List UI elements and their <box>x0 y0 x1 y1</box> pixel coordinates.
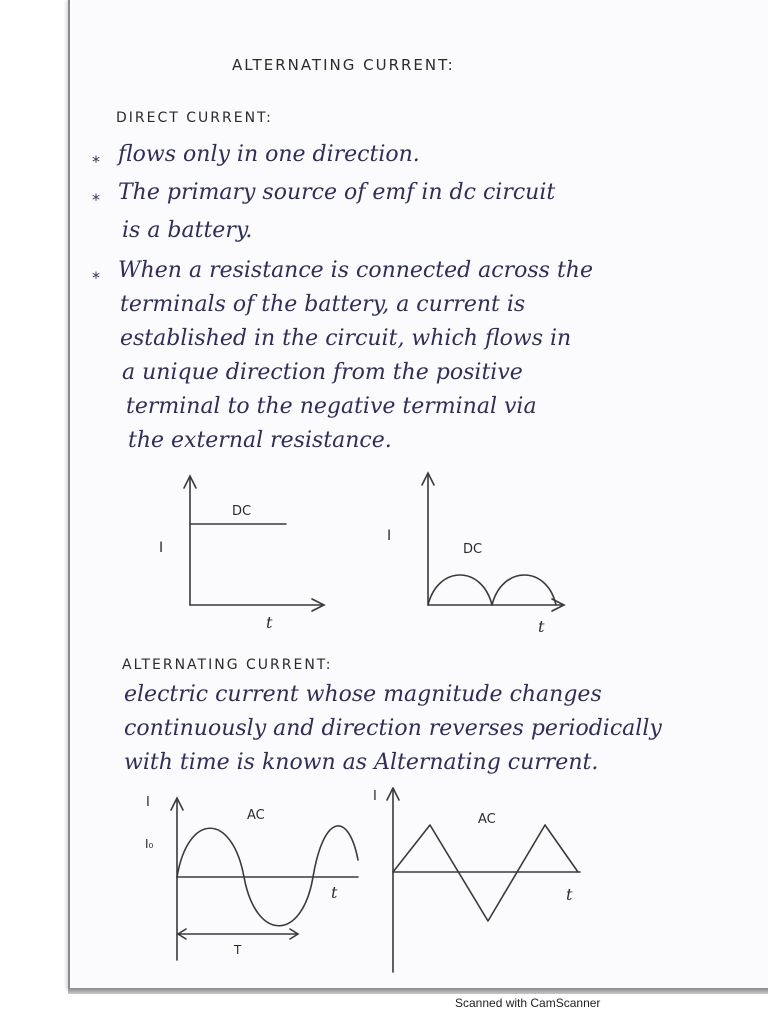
dc-pulse-curve-label: DC <box>463 542 483 557</box>
bullet-3-line-1: When a resistance is connected across the <box>118 258 593 283</box>
bullet-3-line-2: terminals of the battery, a current is <box>120 292 526 317</box>
bullet-2-line-2: is a battery. <box>122 218 253 243</box>
dc-flat-y-label: I <box>159 540 164 556</box>
page-bottom-edge <box>68 988 768 994</box>
ac-sine-peak-label: I₀ <box>145 837 154 851</box>
bullet-1-line-1: flows only in one direction. <box>118 142 420 167</box>
ac-definition-line-2: continuously and direction reverses periodically <box>124 716 662 741</box>
ac-tri-x-label: t <box>566 885 573 904</box>
bullet-3-line-4: a unique direction from the positive <box>122 360 523 385</box>
dc-flat-x-label: t <box>266 613 273 632</box>
bullet-3-line-3: established in the circuit, which flows in <box>120 326 572 351</box>
dc-flat-curve-label: DC <box>232 504 252 519</box>
bullet-2-line-1: The primary source of emf in dc circuit <box>118 180 556 205</box>
ac-sine-y-label: I <box>146 795 150 810</box>
ac-sine-x-label: t <box>331 883 338 902</box>
bullet-marker-1: * <box>92 152 100 171</box>
page-title: ALTERNATING CURRENT: <box>232 56 455 74</box>
bullet-3-line-6: the external resistance. <box>128 428 392 453</box>
ac-sine-period-label: T <box>234 943 242 957</box>
ac-definition-line-3: with time is known as Alternating current. <box>124 750 599 775</box>
ac-definition-line-1: electric current whose magnitude changes <box>124 682 602 707</box>
dc-pulse-y-label: I <box>387 528 392 544</box>
ac-tri-curve-label: AC <box>478 812 496 827</box>
ac-tri-y-label: I <box>373 789 377 804</box>
ac-sine-curve-label: AC <box>247 808 265 823</box>
bullet-marker-2: * <box>92 190 100 209</box>
bullet-marker-3: * <box>92 268 100 287</box>
bullet-3-line-5: terminal to the negative terminal via <box>126 394 537 419</box>
direct-current-heading: DIRECT CURRENT: <box>116 110 273 126</box>
alternating-current-heading: ALTERNATING CURRENT: <box>122 657 333 673</box>
scanner-watermark: Scanned with CamScanner <box>455 996 601 1010</box>
dc-pulse-x-label: t <box>538 617 545 636</box>
